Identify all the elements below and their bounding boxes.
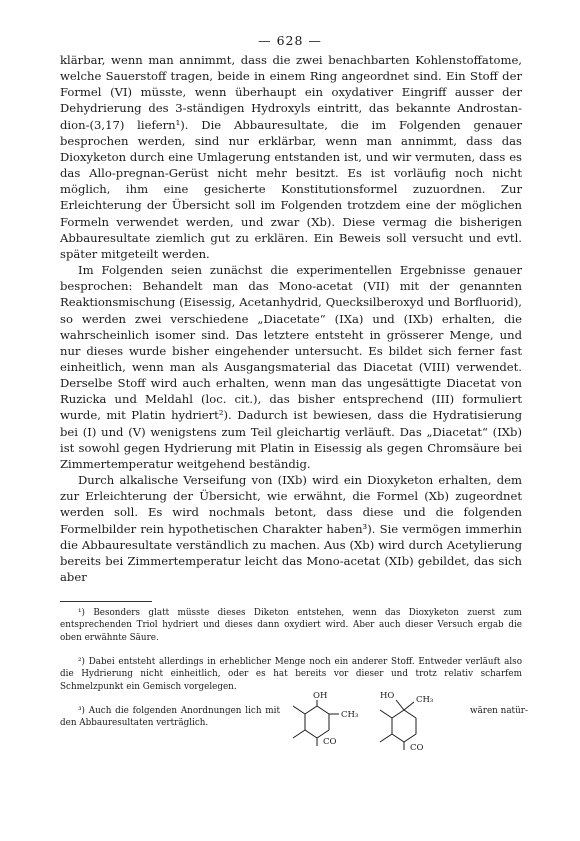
page-number: — 628 — (258, 33, 322, 48)
oh-label: OH (313, 691, 328, 701)
paragraph: Durch alkalische Verseifung von (IXb) wird ein Dioxyketon erhalten, dem zur Erleichterung der Übersicht, wie erwähnt, die Formel (Xb) zugeordnet werden soll. Es wird nochmals betont, dass diese und die folgenden Formelbilder rein hypothetischen Charakter haben³). Sie vermögen immerhin die Abbauresultate verständlich zu machen. Aus (Xb) wird durch Acetylierung bereits bei Zimmertemperatur leicht das Mono-acetat (XIb) gebildet, das sich aber (60, 473, 522, 584)
co-label: CO (323, 737, 337, 747)
paragraph: klärbar, wenn man annimmt, dass die zwei benachbarten Kohlenstoffatome, welche Sauerstoff tragen, beide in einem Ring angeordnet sind. Ein Stoff der Formel (VI) müsste, wenn überhaupt ein oxydativer Eingriff ausser der Dehydrierung des 3-ständigen Hydroxyls eintritt, das bekannte Androstan-dion-(3,17) liefern¹). Die Abbauresultate, die im Folgenden genauer besprochen werden, sind nur erklärbar, wenn man annimmt, dass das Dioxyketon durch eine Umlagerung entstanden ist, und wir vermuten, dass es das Allo-pregnan-Gerüst nicht mehr besitzt. Es ist vorläufig noch nicht möglich, ihm eine gesicherte Konstitutionsformel zuzuordnen. Zur Erleichterung der Übersicht soll im Folgenden trotzdem eine der möglichen Formeln verwendet werden, und zwar (Xb). Diese vermag die bisherigen Abbauresultate ziemlich gut zu erklären. Ein Beweis soll versucht und evtl. später mitgeteilt werden. (60, 53, 522, 261)
co-label: CO (410, 743, 424, 753)
footnote-separator (60, 601, 152, 602)
ho-label: HO (380, 691, 395, 701)
structure-formula-left (283, 688, 373, 758)
footnote-2: ²) Dabei entsteht allerdings in erheblicher Menge noch ein anderer Stoff. Entweder verläuft also die Hydrierung nicht einheitlich, oder es hat bereits vor dieser und trotz relativ scharfem Schmelzpunkt ein Gemisch vorgelegen. (60, 657, 522, 692)
structure-formula-right (370, 688, 460, 758)
main-text (60, 52, 522, 585)
ch3-label: CH₃ (341, 710, 359, 720)
footnote-1: ¹) Besonders glatt müsste dieses Diketon entstehen, wenn das Dioxyketon zuerst zum entsprechenden Triol hydriert und dieses dann oxydiert wird. Aber auch dieser Versuch ergab die oben erwähnte Säure. (60, 608, 522, 643)
paragraph: Im Folgenden seien zunächst die experimentellen Ergebnisse genauer besprochen: Behandelt man das Mono-acetat (VII) mit der genannten Reaktionsmischung (Eisessig, Acetanhydrid, Quecksilberoxyd und Borfluorid), so werden zwei verschiedene „Diacetate“ (IXa) und (IXb) erhalten, die wahrscheinlich isomer sind. Das letztere entsteht in grösserer Menge, und nur dieses wurde bisher eingehender untersucht. Es bildet sich ferner fast einheitlich, wenn man als Ausgangsmaterial das Diacetat (VIII) verwendet. Derselbe Stoff wird auch erhalten, wenn man das ungesättigte Diacetat von Ruzicka und Meldahl (loc. cit.), das bisher entsprechend (III) formuliert wurde, mit Platin hydriert²). Dadurch ist bewiesen, dass die Hydratisierung bei (I) und (V) wenigstens zum Teil gleichartig verläuft. Das „Diacetat“ (IXb) ist sowohl gegen Hydrierung mit Platin in Eisessig als gegen Chromsäure bei Zimmertemperatur weitgehend beständig. (60, 263, 522, 471)
footnote-3-continuation: wären natür- (470, 706, 528, 716)
ch3-label: CH₃ (416, 695, 434, 705)
footnote-3: ³) Auch die folgenden Anordnungen lich mit den Abbauresultaten verträglich. (60, 706, 280, 729)
